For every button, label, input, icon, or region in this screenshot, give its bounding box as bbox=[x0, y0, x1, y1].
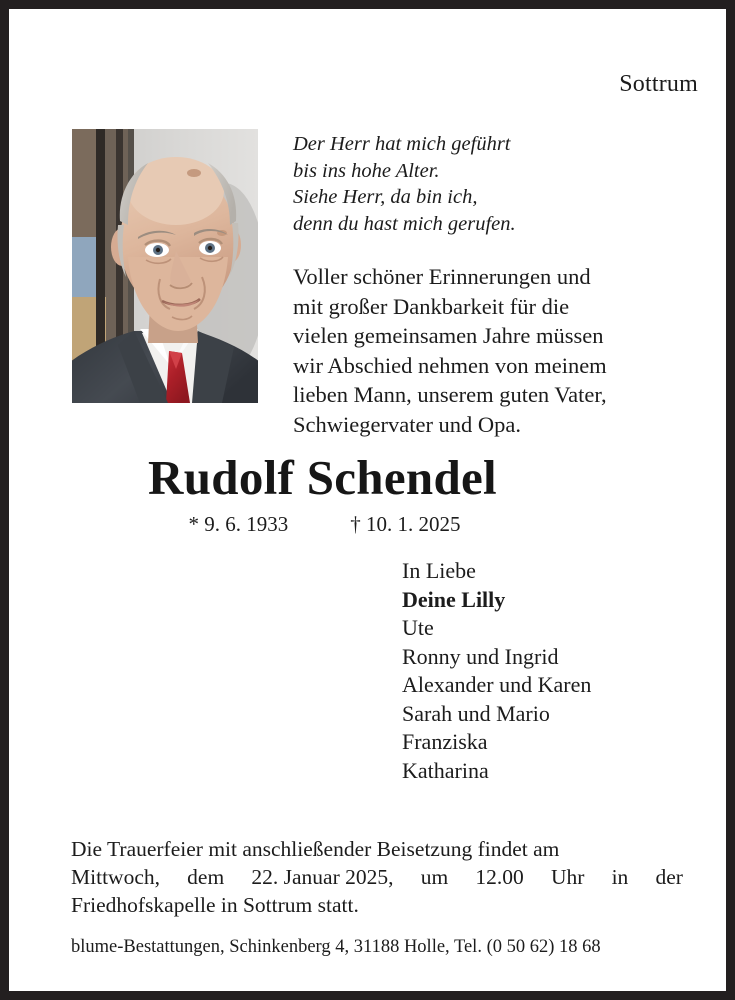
service-um: um bbox=[420, 865, 449, 889]
memorial-line-6: Schwiegervater und Opa. bbox=[293, 411, 522, 437]
survivor-name: Katharina bbox=[402, 757, 489, 783]
service-time: 12.00 bbox=[475, 865, 524, 889]
memorial-line-3: vielen gemeinsamen Jahre müssen bbox=[293, 323, 604, 348]
verse-block bbox=[293, 131, 673, 237]
survivor-name: Deine Lilly bbox=[402, 586, 506, 612]
verse-line-2: bis ins hohe Alter. bbox=[293, 159, 440, 182]
service-line-2 bbox=[71, 863, 683, 891]
death-date-group bbox=[350, 512, 460, 536]
memorial-line-2: mit großer Dankbarkeit für die bbox=[293, 293, 570, 319]
service-dem: dem bbox=[187, 865, 225, 889]
life-dates bbox=[9, 512, 726, 537]
survivor-name: Alexander und Karen bbox=[402, 672, 592, 697]
survivor-name: Franziska bbox=[402, 729, 488, 754]
verse-line-3: Siehe Herr, da bin ich, bbox=[293, 186, 478, 208]
death-symbol: † bbox=[350, 512, 361, 536]
memorial-line-1: Voller schöner Erinnerungen und bbox=[293, 264, 591, 289]
survivor-name: Ronny und Ingrid bbox=[402, 643, 559, 669]
portrait-photo bbox=[72, 129, 258, 403]
service-weekday: Mittwoch, bbox=[71, 865, 160, 889]
memorial-text bbox=[293, 262, 678, 439]
survivors-intro: In Liebe bbox=[402, 558, 476, 583]
birth-date: 9. 6. 1933 bbox=[204, 512, 289, 536]
verse-line-4: denn du hast mich gerufen. bbox=[293, 212, 516, 235]
birth-symbol: * bbox=[188, 512, 199, 536]
service-line-3: Friedhofskapelle in Sottrum statt. bbox=[71, 893, 359, 917]
deceased-name: Rudolf Schendel bbox=[148, 450, 497, 505]
survivor-name: Sarah und Mario bbox=[402, 700, 550, 726]
funeral-home-info: blume-Bestattungen, Schinkenberg 4, 31188 Holle, Tel. (0 50 62) 18 68 bbox=[71, 937, 601, 957]
memorial-line-4: wir Abschied nehmen von meinem bbox=[293, 352, 607, 378]
survivor-name: Ute bbox=[402, 615, 434, 640]
death-date: 10. 1. 2025 bbox=[366, 512, 461, 536]
portrait-photo-graphic bbox=[72, 129, 258, 403]
survivors-block bbox=[402, 557, 591, 785]
birth-date-group bbox=[189, 512, 289, 536]
service-date: 22. Januar 2025, bbox=[251, 865, 394, 889]
service-uhr: Uhr bbox=[550, 865, 585, 889]
notice-inner-area bbox=[9, 9, 726, 991]
place-name: Sottrum bbox=[619, 71, 698, 97]
service-der: der bbox=[655, 865, 683, 889]
service-line-1: Die Trauerfeier mit anschließender Beisetzung findet am bbox=[71, 837, 560, 861]
service-in: in bbox=[611, 865, 629, 889]
service-details bbox=[71, 835, 683, 919]
memorial-line-5: lieben Mann, unserem guten Vater, bbox=[293, 382, 607, 407]
verse-line-1: Der Herr hat mich geführt bbox=[293, 133, 511, 155]
